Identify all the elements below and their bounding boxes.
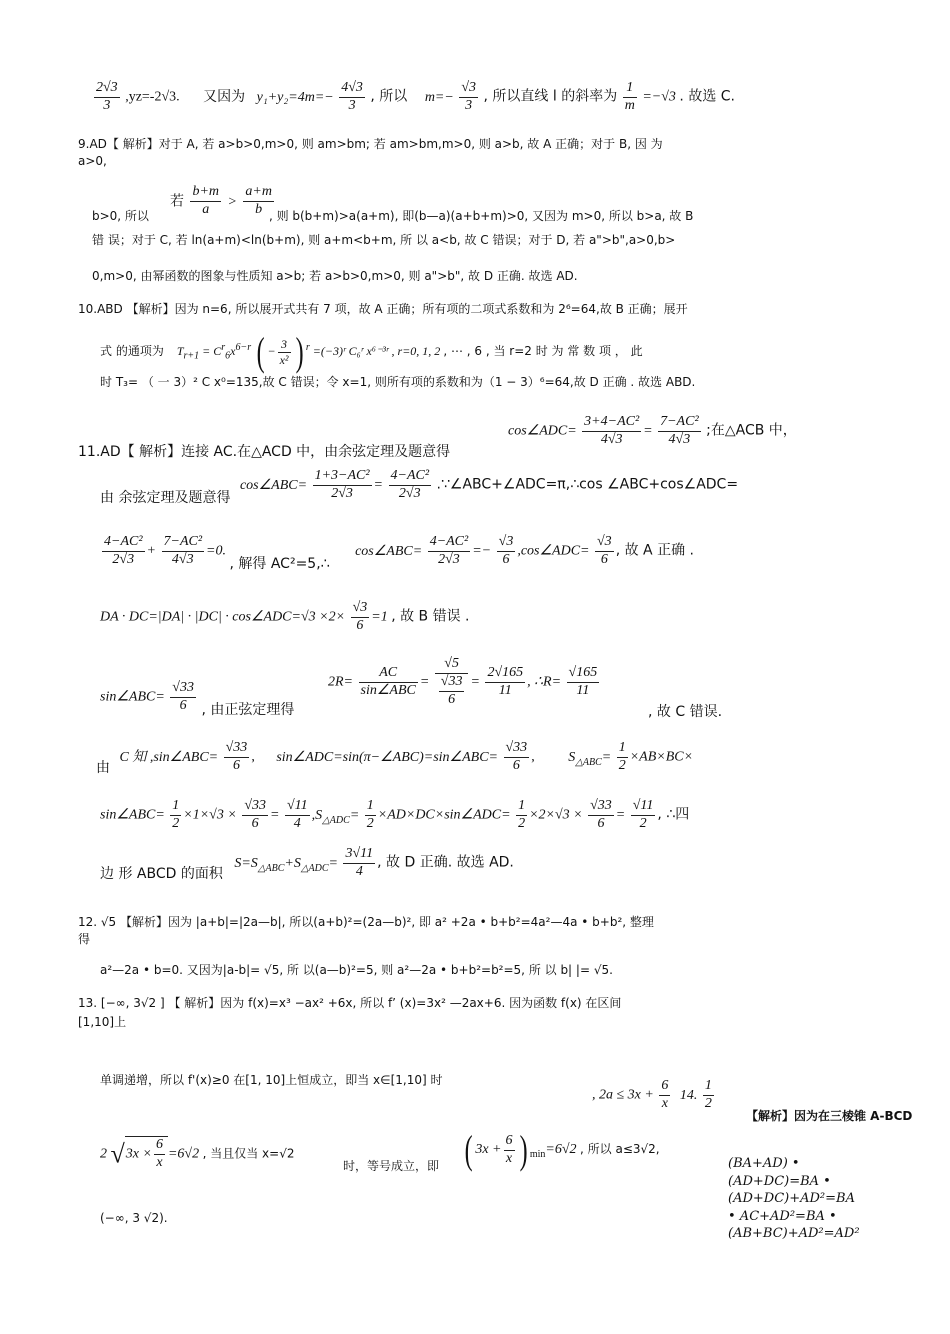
q9-line-1: 9.AD【 解析】对于 A, 若 a>b>0,m>0, 则 am>bm; 若 am>bm,m>0, 则 a>b, 故 A 正确；对于 B, 因 为 [78,137,663,151]
q11-line-6: 由 C 知 ,sin∠ABC= $\frac{√33}{6}$ , sin∠ADC=sin(π−∠ABC)=sin∠ABC= $\frac{√33}{6}$ , $S_{\triangle ABC}=$ $\frac{1}{2}$ ×AB×BC× [96,740,694,776]
fraction: $\frac{1}{m}$ [624,80,635,113]
q11-line-7: sin∠ABC= $\frac{1}{2}$ ×1×√3 × $\frac{√33}{6}$ = $\frac{√11}{4}$ $,S_{\triangle ADC}=$ $\frac{1}{2}$ ×AD×DC×sin∠ADC= $\frac{1}{2}$ ×2×√3 × $\frac{√33}{6}$ = $\frac{√11}{2}$ , ∴四 [100,798,690,831]
q13-line-3: 2 √3x × $\frac{6}{x}$ =6√2 , 当且仅当 x=√2 [100,1137,295,1170]
q12-line-1: 12. √5 【解析】因为 |a+b|=|2a—b|, 所以(a+b)²=(2a—b)², 即 a² +2a • b+b²=4a²—4a • b+b², 整理 [78,915,654,929]
fraction: $\frac{2√3}{3}$ [96,80,118,113]
q11-cosADC: cos∠ADC= $\frac{\text{3+4−AC²}}{4√3}$ = $\frac{\text{7−AC²}}{4√3}$ ;在△ACB 中， [508,414,797,447]
fraction: $\frac{4√3}{3}$ [341,80,363,113]
q12-line-1b: 得 [78,932,91,946]
q10-line-2: 式 的通项为 $T_{r+1} = C^r_6x^{6-r}$ ( − $\frac{3}{\text{x²}}$ ) $^r$ =(−3)ʳ C₆ʳ x⁶⁻³ʳ , r=0, 1, 2 , ⋯ , 6 , 当 r=2 时 为 常 数 项 ， 此 [100,329,643,374]
q9-line-1b: a>0, [78,154,107,168]
q10-line-1: 10.ABD 【解析】因为 n=6, 所以展开式共有 7 项，故 A 正确；所有项的二项式系数和为 2⁶=64,故 B 正确；展开 [78,302,688,316]
q9-line-3: 错 误；对于 C, 若 ln(a+m)<ln(b+m), 则 a+m<b+m, 所 以 a<b, 故 C 错误；对于 D, 若 a">b",a>0,b> [92,233,676,247]
q11-line-3: $\frac{\text{4−AC²}}{2√3}$ + $\frac{\text{7−AC²}}{4√3}$ =0. , 解得 AC²=5,∴ cos∠ABC= $\frac{\text{4−AC²}}{2√3}$ =− $\frac{√3}{6}$ ,cos∠ADC= $\frac{√3}{6}$ , 故 A 正确 . [104,534,694,572]
q12-line-2: a²—2a • b=0. 又因为|a-b|= √5, 所 以(a—b)²=5, 则 a²—2a • b+b²=b²=5, 所 以 b| |= √5. [100,963,613,977]
line-1: $\frac{2√3}{3}$ ,yz=-2√3. 又因为 y₁+y₂=4m=− $\frac{4√3}{3}$ , 所以 m=− $\frac{√3}{3}$ , 所以直线 l 的斜率为 $\frac{1}{m}$ =−√3 . 故选 C. [96,80,735,113]
q13-equality: 时，等号成立，即 [343,1159,440,1173]
q11-line-4: DA · DC=|DA| · |DC| · cos∠ADC=√3 ×2× $\frac{√3}{6}$ =1 , 故 B 错误 . [100,600,470,633]
q11-line-2: 由 余弦定理及题意得 cos∠ABC= $\frac{\text{1+3−AC²}}{2√3}$ = $\frac{\text{4−AC²}}{2√3}$ .∵∠ABC+∠ADC=π,∴cos ∠ABC+cos∠ADC= [100,468,739,506]
q9-inequality: 若 $\frac{b+m}{a}$ > $\frac{a+m}{b}$ [170,184,272,217]
q11-2R: 2R= $\frac{AC}{\text{sin∠ABC}}$ = $\frac{√5}{\frac{√33}{6}}$ = $\frac{2√165}{11}$ , ∴R= $\frac{√165}{11}$ [328,656,598,707]
fraction: $\frac{√3}{3}$ [461,80,477,113]
q13-line-1b: [1,10]上 [78,1015,127,1029]
q11-head: 11.AD【 解析】连接 AC.在△ACD 中，由余弦定理及题意得 [78,444,451,460]
q13-line-2: 单调递增，所以 f'(x)≥0 在[1, 10]上恒成立，即当 x∈[1,10] 时 [100,1073,443,1087]
q11-sinABC: sin∠ABC= $\frac{√33}{6}$ , 由正弦定理得 [100,680,295,718]
q14-head: 【解析】因为在三棱锥 A-BCD [746,1109,913,1123]
q10-line-3: 时 T₃= （ 一 3）² C x⁰=135,故 C 错误；令 x=1, 则所有项的系数和为（1 − 3）⁶=64,故 D 正确 . 故选 ABD. [100,375,696,389]
q13-min: ( 3x + $\frac{6}{x}$ ) $_{min}$=6√2 , 所以 a≤3√2, [464,1127,660,1172]
handwritten-note: (BA+AD) • (AD+DC)=BA • (AD+DC)+AD²=BA • AC+AD²=BA • (AB+BC)+AD²=AD² [728,1156,860,1242]
q13-inequality: , 2a ≤ 3x + $\frac{6}{x}$ 14. $\frac{1}{2}$ [592,1078,712,1111]
q11-C-wrong: , 故 C 错误. [648,704,723,720]
q9-line-2: b>0, 所以 , 则 b(b+m)>a(a+m), 即(b—a)(a+b+m)>0, 又因为 m>0, 所以 b>a, 故 B [92,209,694,223]
q13-line-4: (−∞, 3 √2). [100,1211,168,1225]
q9-line-4: 0,m>0, 由幂函数的图象与性质知 a>b; 若 a>b>0,m>0, 则 a">b", 故 D 正确. 故选 AD. [92,269,578,283]
q11-line-8: 边 形 ABCD 的面积 $S=S_{\triangle ABC}+S_{\triangle ADC}=$ $\frac{3√11}{4}$ , 故 D 正确. 故选 AD. [100,846,514,882]
q13-line-1: 13. [−∞, 3√2 ] 【 解析】因为 f(x)=x³ −ax² +6x, 所以 f’ (x)=3x² —2ax+6. 因为函数 f(x) 在区间 [78,996,622,1010]
